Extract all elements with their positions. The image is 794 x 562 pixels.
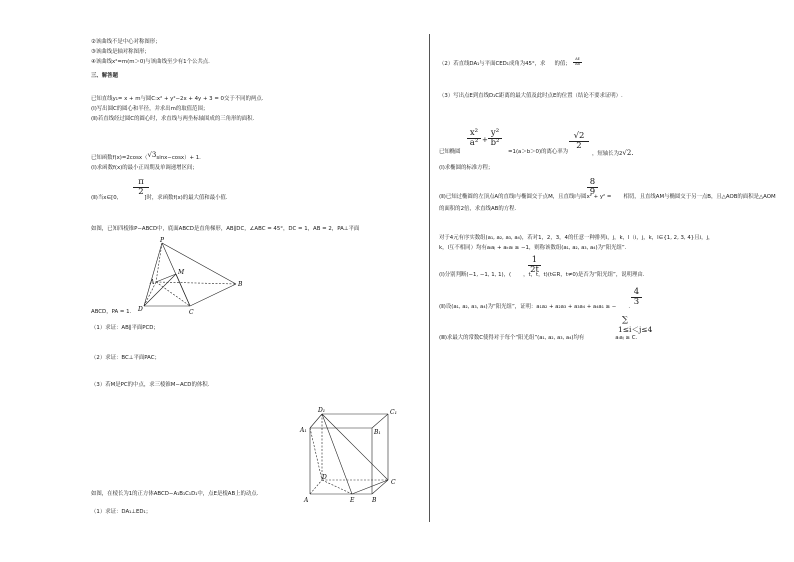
- p5-plus: +: [482, 136, 488, 144]
- p4-q1: （1）求证：DA₁⊥ED₁；: [91, 509, 152, 515]
- p3-q3: （3）若M是PC的中点，求三棱锥M−ACD的体积.: [91, 382, 210, 388]
- p3-stem-cont: ABCD，PA = 1.: [91, 309, 132, 315]
- p6-4-3-fraction: $\frac{4}{3}$: [631, 288, 642, 306]
- label-P: P: [160, 237, 165, 244]
- p5-axis: ，短轴长为2√2.: [592, 149, 634, 157]
- p5-x2-a2-fraction: $\frac{\text{x²}}{\text{a²}}$: [467, 129, 481, 147]
- label-E: E: [350, 497, 355, 504]
- label-B: B: [372, 497, 377, 504]
- label-A: A: [304, 497, 309, 504]
- p2-q2: (Ⅱ)当x∈[0, ]时，求函数f(x)的最大值和最小值.: [91, 195, 228, 201]
- label-B1: B₁: [374, 429, 381, 436]
- p6-stem-a: 对于4元有序实数组(a₁, a₂, a₃, a₄)，若对1，2，3，4的任意一种排列i，j，k，l（i，j，k，l∈{1, 2, 3, 4}且i，j，: [439, 235, 714, 241]
- p1-q2: (Ⅱ)若直线经过圆C的圆心时，求直线与两坐标轴围成的三角形的面积.: [91, 116, 255, 122]
- p2-q1: (Ⅰ)求函数f(x)的最小正周期及单调递增区间；: [91, 165, 198, 171]
- p3-q2: （2）求证：BC⊥平面PAC；: [91, 355, 160, 361]
- p6-q1: (Ⅰ)分别判断(−1, −1, 1, 1)，( ，t，t，t)(t∈R，t≠0)是否为“阳光组”，说明理由.: [439, 272, 645, 278]
- p6-1-2t-fraction: $\frac{1}{2t}$: [528, 256, 541, 274]
- cube-figure: [296, 406, 406, 504]
- label-C1: C₁: [390, 409, 397, 416]
- label-M: M: [178, 269, 185, 276]
- p5-q1: (Ⅰ)求椭圆的标准方程；: [439, 165, 494, 171]
- p4-stem: 如图，在棱长为1的正方体ABCD−A₁B₁C₁D₁中，点E是棱AB上的动点.: [91, 491, 259, 497]
- p5-y2-b2-fraction: $\frac{\text{y²}}{\text{b²}}$: [488, 129, 502, 147]
- section-title: 三、解答题: [91, 73, 118, 79]
- label-B: B: [238, 281, 243, 288]
- p6-sum-range: 1≤i＜j≤4: [618, 325, 653, 334]
- p5-q2-line1: (Ⅱ)已知过椭圆的左顶点A的直线l与椭圆交于点M，且直线l与圆x² + y² = 相切，且直线AM与椭圆交于另一点B，且△AOB的面积是△AOM: [439, 194, 776, 200]
- p4-q2: （2）若直线DA₁与平面CED₁成角为45°，求 的值；: [439, 61, 571, 67]
- p2-pi-fraction: $\frac{\pi}{2}$: [133, 178, 149, 196]
- p4-ae-ab-fraction: $\frac{AE}{AB}$: [573, 58, 582, 66]
- label-A1: A₁: [300, 427, 307, 434]
- label-D: D: [322, 474, 327, 481]
- prev-item-2: ②该曲线不是中心对称图形；: [91, 39, 161, 45]
- p5-lead: 已知椭圆: [439, 149, 461, 155]
- p1-stem: 已知直线y₁= x + m与圆C:x² + y²−2x + 4y + 3 = 0交于不同的两点.: [91, 96, 264, 102]
- p6-q2: (Ⅱ)设(a₁, a₂, a₃, a₄)为“阳光组”，证明：a₁a₂ + a₂a₃ + a₃a₄ + a₄a₁ ≥ − .: [439, 304, 631, 310]
- p5-8-9-fraction: $\frac{8}{9}$: [587, 178, 598, 196]
- label-D1: D₁: [318, 407, 326, 414]
- pyramid-figure: [134, 236, 246, 316]
- column-divider: [429, 34, 430, 522]
- label-C: C: [391, 479, 396, 486]
- p2-stem: 已知函数f(x)=2cosx（√3sinx−cosx）+ 1.: [91, 151, 201, 161]
- p1-q1: (Ⅰ)写出圆C的圆心和半径，并求出m的取值范围；: [91, 106, 209, 112]
- label-A: A: [150, 279, 155, 286]
- label-C: C: [189, 309, 194, 316]
- prev-item-3: ③该曲线是轴对称图形；: [91, 49, 150, 55]
- p6-sum-sign: ∑: [622, 315, 629, 325]
- prev-item-4: ④该曲线x²=m(m＞0)与该曲线至少有1个公共点.: [91, 59, 210, 65]
- p5-q2-line2: 的面积的2倍，求直线AB的方程.: [439, 206, 517, 212]
- p6-stem-b: k，l互不相同）均有aᵢaⱼ + aₖaₗ ≥ −1，则称该数组(a₁, a₂, a₃, a₄)为“阳光组”.: [439, 245, 627, 251]
- p3-stem: 如图，已知四棱锥P−ABCD中，底面ABCD是直角梯形，AB∥DC，∠ABC = 45°，DC = 1，AB = 2，PA⊥平面: [91, 226, 360, 232]
- p6-q3: (Ⅲ)求最大的常数C使得对于每个“阳光组”(a₁, a₂, a₃, a₄)均有 aᵢaⱼ ≥ C.: [439, 335, 638, 341]
- p5-eccentricity-fraction: $\frac{√2}{2}$: [569, 132, 589, 150]
- p5-condition: =1(a＞b＞0)的离心率为: [508, 149, 569, 155]
- label-D: D: [138, 306, 143, 313]
- p3-q1: （1）求证：AB∥平面PCD；: [91, 325, 159, 331]
- p4-q3: （3）写出点E到直线D₁C距离的最大值及此时点E的位置（结论不要求证明）.: [439, 93, 623, 99]
